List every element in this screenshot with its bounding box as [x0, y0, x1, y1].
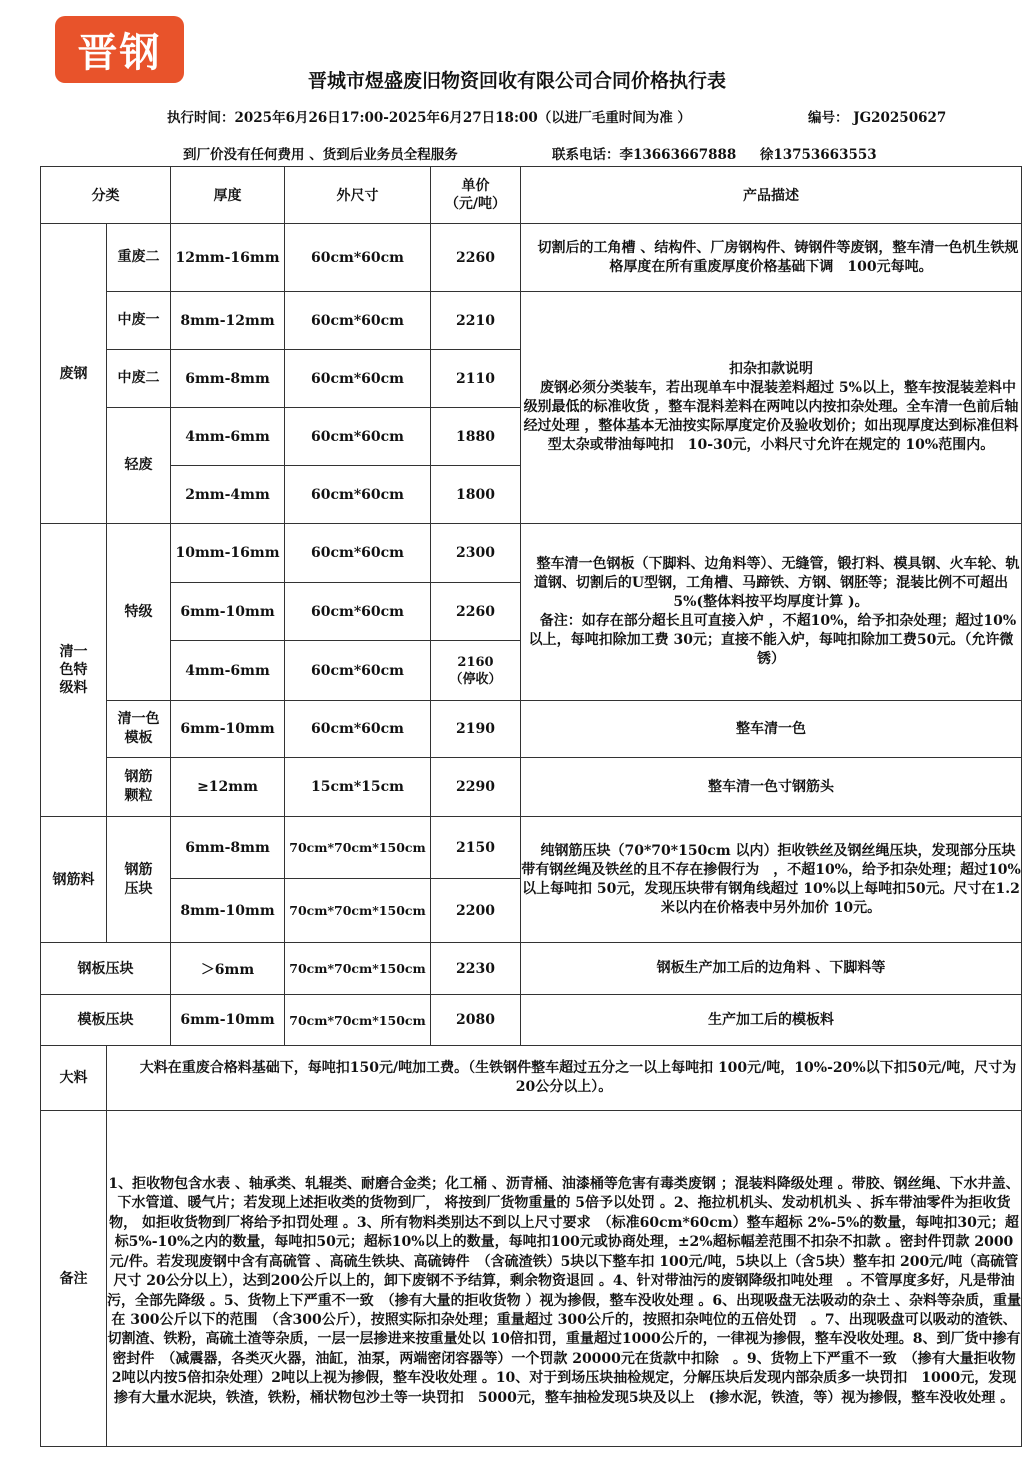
remarks-text: 1、拒收物包含水表 、轴承类、轧辊类、耐磨合金类；化工桶 、沥青桶、油漆桶等危害有毒类废钢 ；混装料降级处理 。带胶、钢丝绳、下水井盖、下水管道、暖气片；若发现上述拒收类的货物到厂， 将按到厂货物重量的 5倍予以处罚 。2、拖拉机机头、发动机机头 、拆车带油零件为拒收货物， 如拒收货物到厂将给予扣罚处理 。3、所有物料类别达不到以上尺寸要求 （标准60cm*60cm）整车超标 2%-5%的数量，每吨扣30元；超标5%-10%之内的数量，每吨扣50元；超标10%以上的数量，每吨扣100元或协商处理，±2%超标幅差范围不扣杂不扣款 。密封件罚款 2000元/件。若发现废钢中含有高硫管 、高硫生铁块、高硫铸件 （含硫渣铁）5块以下整车扣 100元/吨，5块以上（含5块）整车扣 200元/吨（高硫管尺寸 20公分以上），达到200公斤以上的，卸下废钢不予结算，剩余物资退回 。4、针对带油污的废钢降级扣吨处理 。不管厚度多好，凡是带油污，全部先降级 。5、货物上下严重不一致 （掺有大量的拒收货物 ）视为掺假，整车没收处理 。6、出现吸盘无法吸动的杂土 、杂料等杂质，重量在 300公斤以下的范围 （含300公斤），按照实际扣杂处理；重量超过 300公斤的，按照扣杂吨位的五倍处罚 。7、出现吸盘可以吸动的渣铁、切割渣、铁粉，高硫土渣等杂质，一层一层掺进来按重量处以 10倍扣罚，重量超过1000公斤的，一律视为掺假，整车没收处理。8、到厂货中掺有密封件 （减震器，各类灭火器，油缸，油泵，两端密闭容器等）一个罚款 20000元在货款中扣除 。9、货物上下严重不一致 （掺有大量拒收物 2吨以内按5倍扣杂处理）2吨以上视为掺假，整车没收处理 。10、对于到场压块抽检规定，分解压块后发现内部杂质多一块罚扣 1000元，发现掺有大量水泥块，铁渣，铁粉，桶状物包沙土等一块罚扣 5000元，整车抽检发现5块及以上 (掺水泥，铁渣，等）视为掺假，整车没收处理 。 — [107, 1111, 1022, 1447]
thickness-cell: ≥12mm — [171, 758, 285, 817]
header-thickness: 厚度 — [171, 167, 285, 224]
sub-category: 清一色 模板 — [107, 701, 171, 758]
group-scrap-steel: 废钢 — [41, 224, 107, 524]
table-row — [41, 524, 1022, 583]
thickness-cell: 4mm-6mm — [171, 641, 285, 701]
size-cell: 60cm*60cm — [285, 583, 431, 641]
group-special-grade: 清一 色特 级料 — [41, 524, 107, 817]
serial-number: 编号： JG20250627 — [808, 110, 947, 126]
group-rebar: 钢筋料 — [41, 817, 107, 943]
table-row — [41, 701, 1022, 758]
desc-template-block: 生产加工后的模板料 — [521, 995, 1022, 1046]
sub-category: 特级 — [107, 524, 171, 701]
desc-heavy-scrap: 切割后的工角槽 、结构件、厂房钢构件、铸钢件等废钢，整车清一色机生铁规格厚度在所有重废厚度价格基础下调 100元每吨。 — [521, 224, 1022, 292]
thickness-cell: 6mm-10mm — [171, 583, 285, 641]
execution-time: 执行时间：2025年6月26日17:00-2025年6月27日18:00（以进厂毛重时间为准 ） — [167, 110, 691, 126]
size-cell: 60cm*60cm — [285, 524, 431, 583]
table-row — [41, 758, 1022, 817]
price-cell: 2190 — [431, 701, 521, 758]
price-cell: 1880 — [431, 408, 521, 466]
size-cell: 70cm*70cm*150cm — [285, 879, 431, 943]
size-cell: 60cm*60cm — [285, 641, 431, 701]
group-large-material: 大料 — [41, 1046, 107, 1111]
size-cell: 70cm*70cm*150cm — [285, 995, 431, 1046]
price-cell: 2230 — [431, 943, 521, 995]
desc-deduction — [521, 292, 1022, 524]
price-cell: 2300 — [431, 524, 521, 583]
price-table — [40, 166, 1022, 1447]
table-row — [41, 943, 1022, 995]
thickness-cell: 12mm-16mm — [171, 224, 285, 292]
large-material-text: 大料在重废合格料基础下，每吨扣150元/吨加工费。（生铁钢件整车超过五分之一以上每吨扣 100元/吨，10%-20%以下扣50元/吨，尺寸为20公分以上）。 — [107, 1046, 1022, 1111]
thickness-cell: 8mm-10mm — [171, 879, 285, 943]
sub-category: 钢筋 压块 — [107, 817, 171, 943]
price-cell: 2150 — [431, 817, 521, 879]
document-title: 晋城市煜盛废旧物资回收有限公司合同价格执行表 — [307, 70, 726, 92]
desc-rebar-granule: 整车清一色寸钢筋头 — [521, 758, 1022, 817]
price-cell: 2200 — [431, 879, 521, 943]
thickness-cell: ＞6mm — [171, 943, 285, 995]
table-header-row — [41, 167, 1022, 224]
deduction-title: 扣杂扣款说明 — [729, 361, 813, 377]
thickness-cell: 6mm-8mm — [171, 350, 285, 408]
price-cell: 2080 — [431, 995, 521, 1046]
sub-category: 轻废 — [107, 408, 171, 524]
table-row — [41, 224, 1022, 292]
table-row — [41, 292, 1022, 350]
table-row — [41, 1046, 1022, 1111]
sub-category: 钢筋 颗粒 — [107, 758, 171, 817]
price-cell: 2260 — [431, 583, 521, 641]
desc-plate-block: 钢板生产加工后的边角料 、下脚料等 — [521, 943, 1022, 995]
thickness-cell: 2mm-4mm — [171, 466, 285, 524]
size-cell: 60cm*60cm — [285, 224, 431, 292]
sub-category: 中废一 — [107, 292, 171, 350]
size-cell: 60cm*60cm — [285, 292, 431, 350]
size-cell: 60cm*60cm — [285, 466, 431, 524]
service-note: 到厂价没有任何费用 、货到后业务员全程服务 — [183, 147, 458, 163]
table-row — [41, 995, 1022, 1046]
size-cell: 70cm*70cm*150cm — [285, 943, 431, 995]
desc-template: 整车清一色 — [521, 701, 1022, 758]
group-plate-block: 钢板压块 — [41, 943, 171, 995]
group-remarks: 备注 — [41, 1111, 107, 1447]
price-cell-stopped: 2160 （停收） — [431, 641, 521, 701]
desc-rebar-block: 纯钢筋压块（70*70*150cm 以内）拒收铁丝及钢丝绳压块，发现部分压块带有钢丝绳及铁丝的且不存在掺假行为 ，不超10%，给予扣杂处理；超过10%以上每吨扣 50元，发现压块带有钢角线超过 10%以上每吨扣50元。尺寸在1.2米以内在价格表中另外加价 10元。 — [521, 817, 1022, 943]
header-size: 外尺寸 — [285, 167, 431, 224]
thickness-cell: 6mm-8mm — [171, 817, 285, 879]
thickness-cell: 8mm-12mm — [171, 292, 285, 350]
contact-phones: 联系电话：李13663667888 徐13753663553 — [552, 147, 877, 163]
size-cell: 60cm*60cm — [285, 701, 431, 758]
table-row — [41, 817, 1022, 879]
jingang-logo: 晋钢 — [55, 16, 184, 83]
price-cell: 1800 — [431, 466, 521, 524]
header-price: 单价 （元/吨） — [431, 167, 521, 224]
sub-category: 中废二 — [107, 350, 171, 408]
size-cell: 60cm*60cm — [285, 408, 431, 466]
thickness-cell: 6mm-10mm — [171, 995, 285, 1046]
thickness-cell: 6mm-10mm — [171, 701, 285, 758]
desc-special-grade: 整车清一色钢板（下脚料、边角料等）、无缝管，锻打料、模具钢、火车轮、轨道钢、切割后的U型钢，工角槽、马蹄铁、方钢、钢胚等；混装比例不可超出 5%(整体料按平均厚度计算 )。 备注：如存在部分超长且可直接入炉 ，不超10%，给予扣杂处理；超过10%以上，每吨扣除加工费 30元；直接不能入炉，每吨扣除加工费50元。（允许微锈） — [521, 524, 1022, 701]
price-cell: 2110 — [431, 350, 521, 408]
size-cell: 60cm*60cm — [285, 350, 431, 408]
header-description: 产品描述 — [521, 167, 1022, 224]
header-category: 分类 — [41, 167, 171, 224]
price-cell: 2260 — [431, 224, 521, 292]
price-cell: 2290 — [431, 758, 521, 817]
table-row — [41, 1111, 1022, 1447]
sub-category: 重废二 — [107, 224, 171, 292]
group-template-block: 模板压块 — [41, 995, 171, 1046]
deduction-body: 废钢必须分类装车，若出现单车中混装差料超过 5%以上，整车按混装差料中级别最低的标准收货 ，整车混料差料在两吨以内按扣杂处理。全车清一色前后轴经过处理 ，整体基本无油按实际厚度定价及验收划价；如出现厚度达到标准但料型太杂或带油每吨扣 10-30元，小料尺寸允许在规定的 10%范围内。 — [523, 380, 1019, 453]
size-cell: 70cm*70cm*150cm — [285, 817, 431, 879]
size-cell: 15cm*15cm — [285, 758, 431, 817]
price-cell: 2210 — [431, 292, 521, 350]
thickness-cell: 4mm-6mm — [171, 408, 285, 466]
thickness-cell: 10mm-16mm — [171, 524, 285, 583]
